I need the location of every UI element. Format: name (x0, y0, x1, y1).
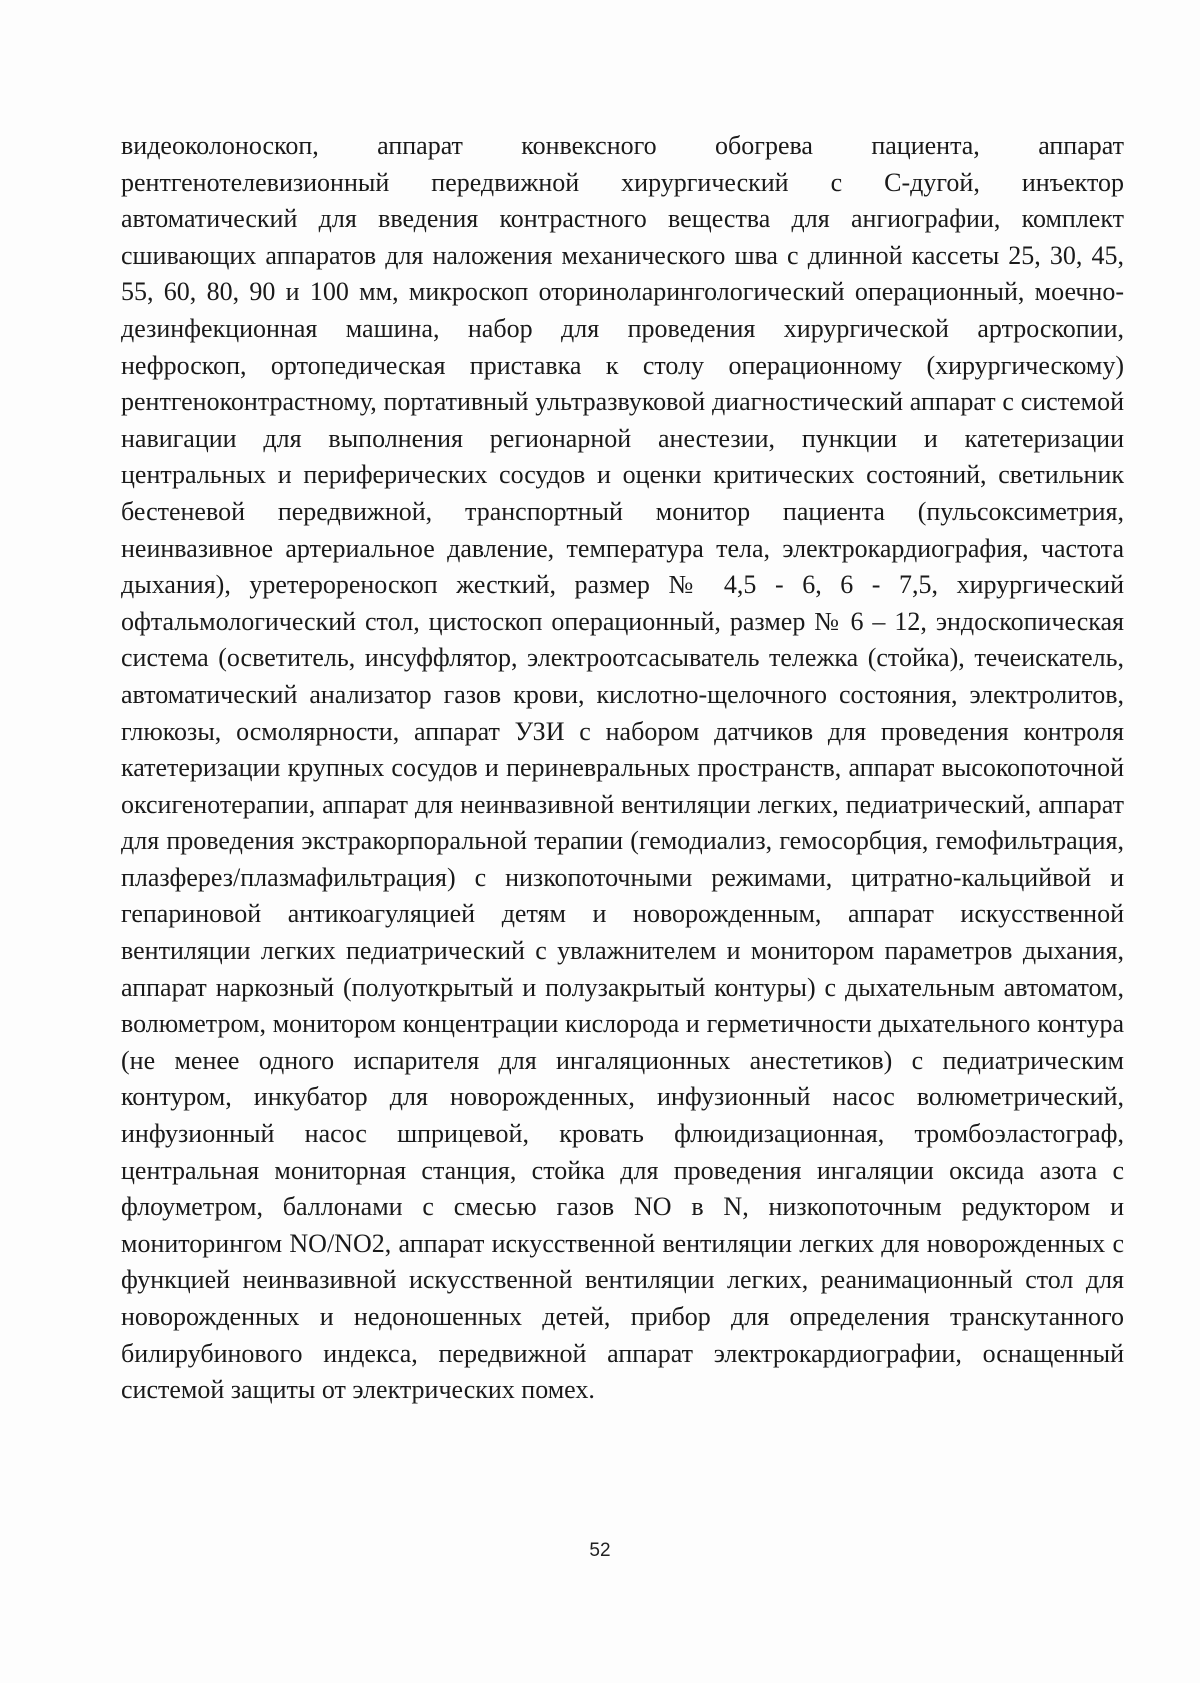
body-paragraph: видеоколоноскоп, аппарат конвексного обогрева пациента, аппарат рентгенотелевизионный передвижной хирургический с С-дугой, инъектор автоматический для введения контрастного вещества для ангиографии, комплект сшивающих аппаратов для наложения механического шва с длинной кассеты 25, 30, 45, 55, 60, 80, 90 и 100 мм, микроскоп оториноларингологический операционный, моечно-дезинфекционная машина, набор для проведения хирургической артроскопии, нефроскоп, ортопедическая приставка к столу операционному (хирургическому) рентгеноконтрастному, портативный ультразвуковой диагностический аппарат с системой навигации для выполнения регионарной анестезии, пункции и катетеризации центральных и периферических сосудов и оценки критических состояний, светильник бестеневой передвижной, транспортный монитор пациента (пульсоксиметрия, неинвазивное артериальное давление, температура тела, электрокардиография, частота дыхания), уретерореноскоп жесткий, размер № 4,5 - 6, 6 - 7,5, хирургический офтальмологический стол, цистоскоп операционный, размер № 6 – 12, эндоскопическая система (осветитель, инсуффлятор, электроотсасыватель тележка (стойка), течеискатель, автоматический анализатор газов крови, кислотно-щелочного состояния, электролитов, глюкозы, осмолярности, аппарат УЗИ с набором датчиков для проведения контроля катетеризации крупных сосудов и периневральных пространств, аппарат высокопоточной оксигенотерапии, аппарат для неинвазивной вентиляции легких, педиатрический, аппарат для проведения экстракорпоральной терапии (гемодиализ, гемосорбция, гемофильтрация, плазферез/плазмафильтрация) с низкопоточными режимами, цитратно-кальцийвой и гепариновой антикоагуляцией детям и новорожденным, аппарат искусственной вентиляции легких педиатрический с увлажнителем и монитором параметров дыхания, аппарат наркозный (полуоткрытый и полузакрытый контуры) с дыхательным автоматом, волюметром, монитором концентрации кислорода и герметичности дыхательного контура (не менее одного испарителя для ингаляционных анестетиков) с педиатрическим контуром, инкубатор для новорожденных, инфузионный насос волюметрический, инфузионный насос шприцевой, кровать флюидизационная, тромбоэластограф, центральная мониторная станция, стойка для проведения ингаляции оксида азота с флоуметром, баллонами с смесью газов NO в N, низкопоточным редуктором и мониторингом NO/NO2, аппарат искусственной вентиляции легких для новорожденных с функцией неинвазивной искусственной вентиляции легких, реанимационный стол для новорожденных и недоношенных детей, прибор для определения транскутанного билирубинового индекса, передвижной аппарат электрокардиографии, оснащенный системой защиты от электрических помех. (121, 131, 1124, 1405)
page-number: 52 (589, 1540, 611, 1561)
